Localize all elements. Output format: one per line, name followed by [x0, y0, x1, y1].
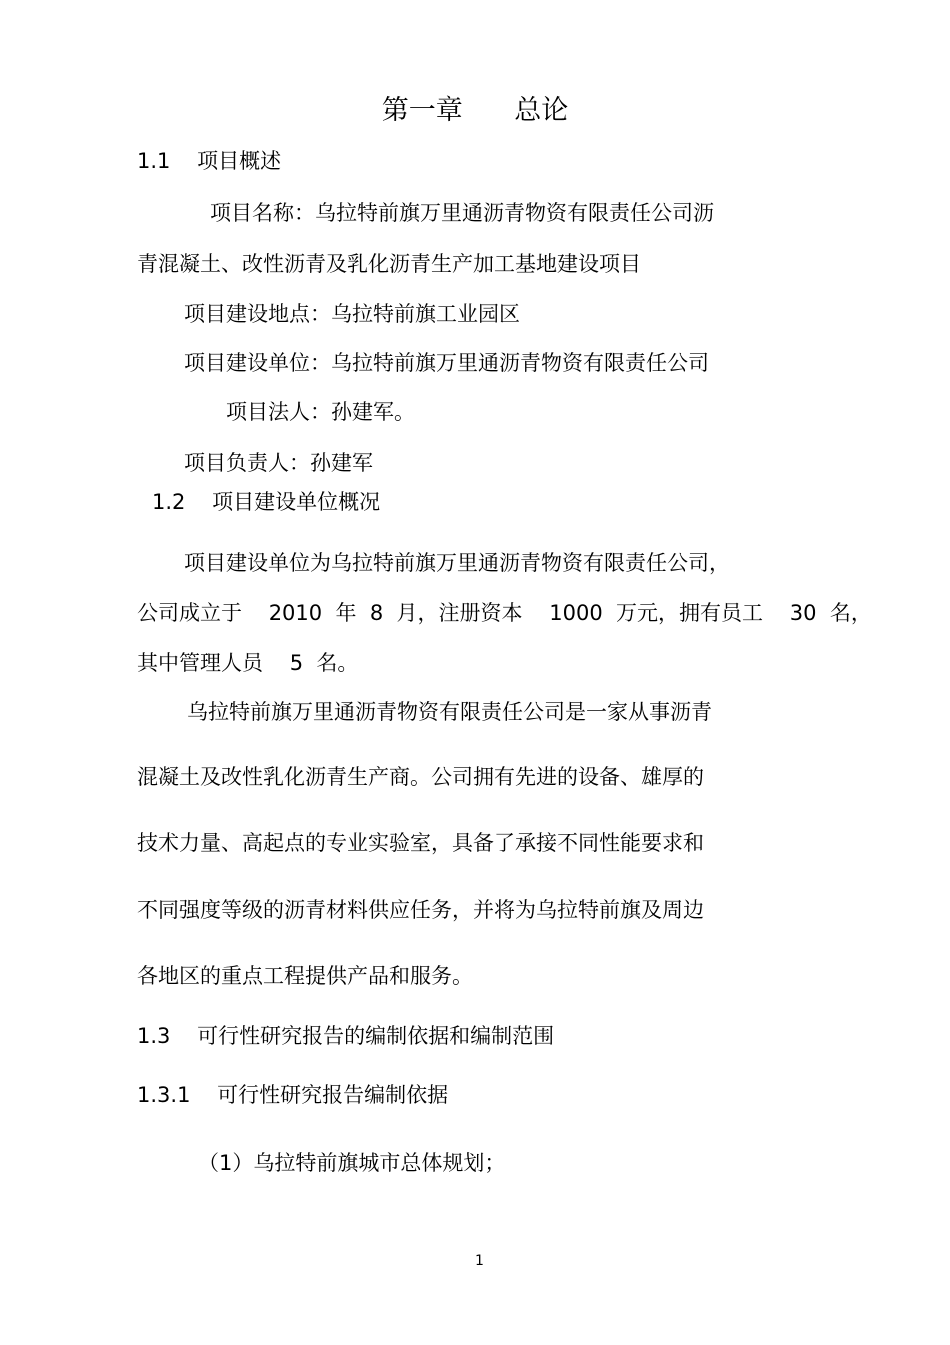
project-name-line-2: 青混凝土、改性沥青及乳化沥青生产加工基地建设项目: [137, 252, 641, 276]
page-number: 1: [475, 1253, 484, 1269]
project-responsible-person: 项目负责人：孙建军: [184, 451, 373, 475]
project-unit: 项目建设单位：乌拉特前旗万里通沥青物资有限责任公司: [184, 351, 709, 375]
project-location: 项目建设地点：乌拉特前旗工业园区: [184, 302, 520, 326]
project-name-line-1: 项目名称：乌拉特前旗万里通沥青物资有限责任公司沥: [210, 201, 714, 225]
list-item-1: （1）乌拉特前旗城市总体规划；: [198, 1151, 506, 1175]
paragraph-2-line-5: 各地区的重点工程提供产品和服务。: [137, 964, 473, 988]
paragraph-2-line-4: 不同强度等级的沥青材料供应任务，并将为乌拉特前旗及周边: [137, 898, 704, 922]
section-heading-1-2: 1.2 项目建设单位概况: [152, 490, 381, 514]
chapter-title: 第一章 总论: [381, 95, 569, 126]
project-legal-person: 项目法人：孙建军。: [226, 400, 415, 424]
section-heading-1-3-1: 1.3.1 可行性研究报告编制依据: [137, 1083, 449, 1107]
paragraph-2-line-2: 混凝土及改性乳化沥青生产商。公司拥有先进的设备、雄厚的: [137, 765, 704, 789]
paragraph-1-line-3: 其中管理人员 5 名。: [137, 651, 359, 675]
paragraph-1-line-2: 公司成立于 2010 年 8 月，注册资本 1000 万元，拥有员工 30 名，: [137, 601, 872, 625]
section-heading-1-1: 1.1 项目概述: [137, 149, 282, 173]
paragraph-1-line-1: 项目建设单位为乌拉特前旗万里通沥青物资有限责任公司，: [184, 551, 730, 575]
paragraph-2-line-1: 乌拉特前旗万里通沥青物资有限责任公司是一家从事沥青: [187, 700, 712, 724]
paragraph-2-line-3: 技术力量、高起点的专业实验室，具备了承接不同性能要求和: [137, 831, 704, 855]
section-heading-1-3: 1.3 可行性研究报告的编制依据和编制范围: [137, 1024, 555, 1048]
